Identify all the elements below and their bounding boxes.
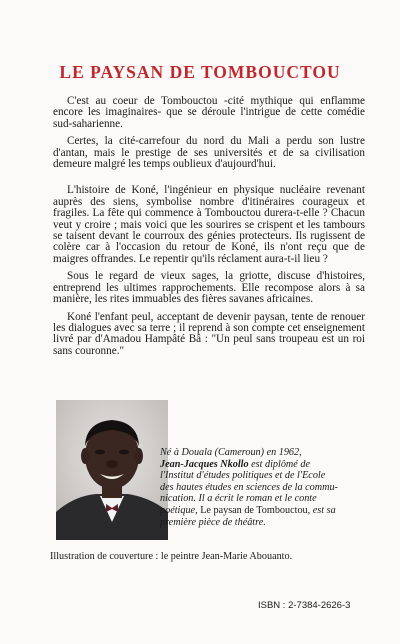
bio-line-6b: Le paysan de Tombouctou, — [197, 504, 311, 516]
author-photo — [56, 400, 168, 540]
blurb — [53, 96, 365, 363]
blurb-paragraph-3: L'histoire de Koné, l'ingénieur en physique nucléaire revenant auprès des siens, symbolise nombre d'itinéraires courageux et fragiles. La fête qui commence à Tombouctou durera-t-elle ? Chacun veut y croire ; mais voici que les sourires se crispent et les tambours se taisent devant le courroux des génies protecteurs. Ils rugissent de colère car à l'occasion du retour de Koné, ils n'ont reçu que de maigres offrandes. Le repentir qu'ils réclament aura-t-il lieu ? — [53, 184, 365, 265]
bio-line-4: des hautes études en sciences de la commu- — [160, 481, 338, 493]
bio-line-1: Né à Douala (Cameroun) en 1962, — [160, 447, 302, 458]
blurb-paragraph-2: Certes, la cité-carrefour du nord du Mali a perdu son lustre d'antan, mais le prestige de ses universités et de sa civilisation demeure malgré les temps oublieux d'aujourd'hui. — [53, 135, 365, 171]
blurb-paragraph-4: Sous le regard de vieux sages, la griotte, discuse d'histoires, entreprend les ultimes rapprochements. Elle recompose alors à sa manière, les rites immuables des fières savanes africaines. — [53, 270, 365, 306]
author-portrait-illustration — [56, 400, 168, 540]
bio-line-7: première pièce de théâtre. — [160, 516, 266, 528]
book-title: LE PAYSAN DE TOMBOUCTOU — [59, 62, 341, 82]
isbn: ISBN : 2-7384-2626-3 — [258, 600, 351, 611]
bio-line-2: est diplômé de — [248, 458, 310, 470]
blurb-paragraph-1: C'est au coeur de Tombouctou -cité mythique qui enflamme encore les imaginaires- que se déroule l'intrigue de cette comédie sud-saharienne. — [53, 95, 365, 130]
illustration-credit: Illustration de couverture : le peintre Jean-Marie Abouanto. — [50, 551, 293, 562]
bio-line-5: nication. Il a écrit le roman et le conte — [160, 493, 317, 505]
bio-line-6a: poétique, — [160, 504, 198, 516]
blurb-paragraph-5: Koné l'enfant peul, acceptant de devenir paysan, tente de renouer les dialogues avec sa terre ; il reprend à son compte cet enseignement livré par d'Amadou Hampâté Bâ : "Un peul sans troupeau est un roi sans couronne." — [53, 310, 365, 357]
bio-line-6c: est sa — [310, 504, 336, 516]
author-name: Jean-Jacques Nkollo — [160, 458, 249, 470]
author-bio — [160, 447, 368, 528]
bio-line-3: l'Institut d'études politiques et de l'Ecole — [160, 470, 326, 482]
